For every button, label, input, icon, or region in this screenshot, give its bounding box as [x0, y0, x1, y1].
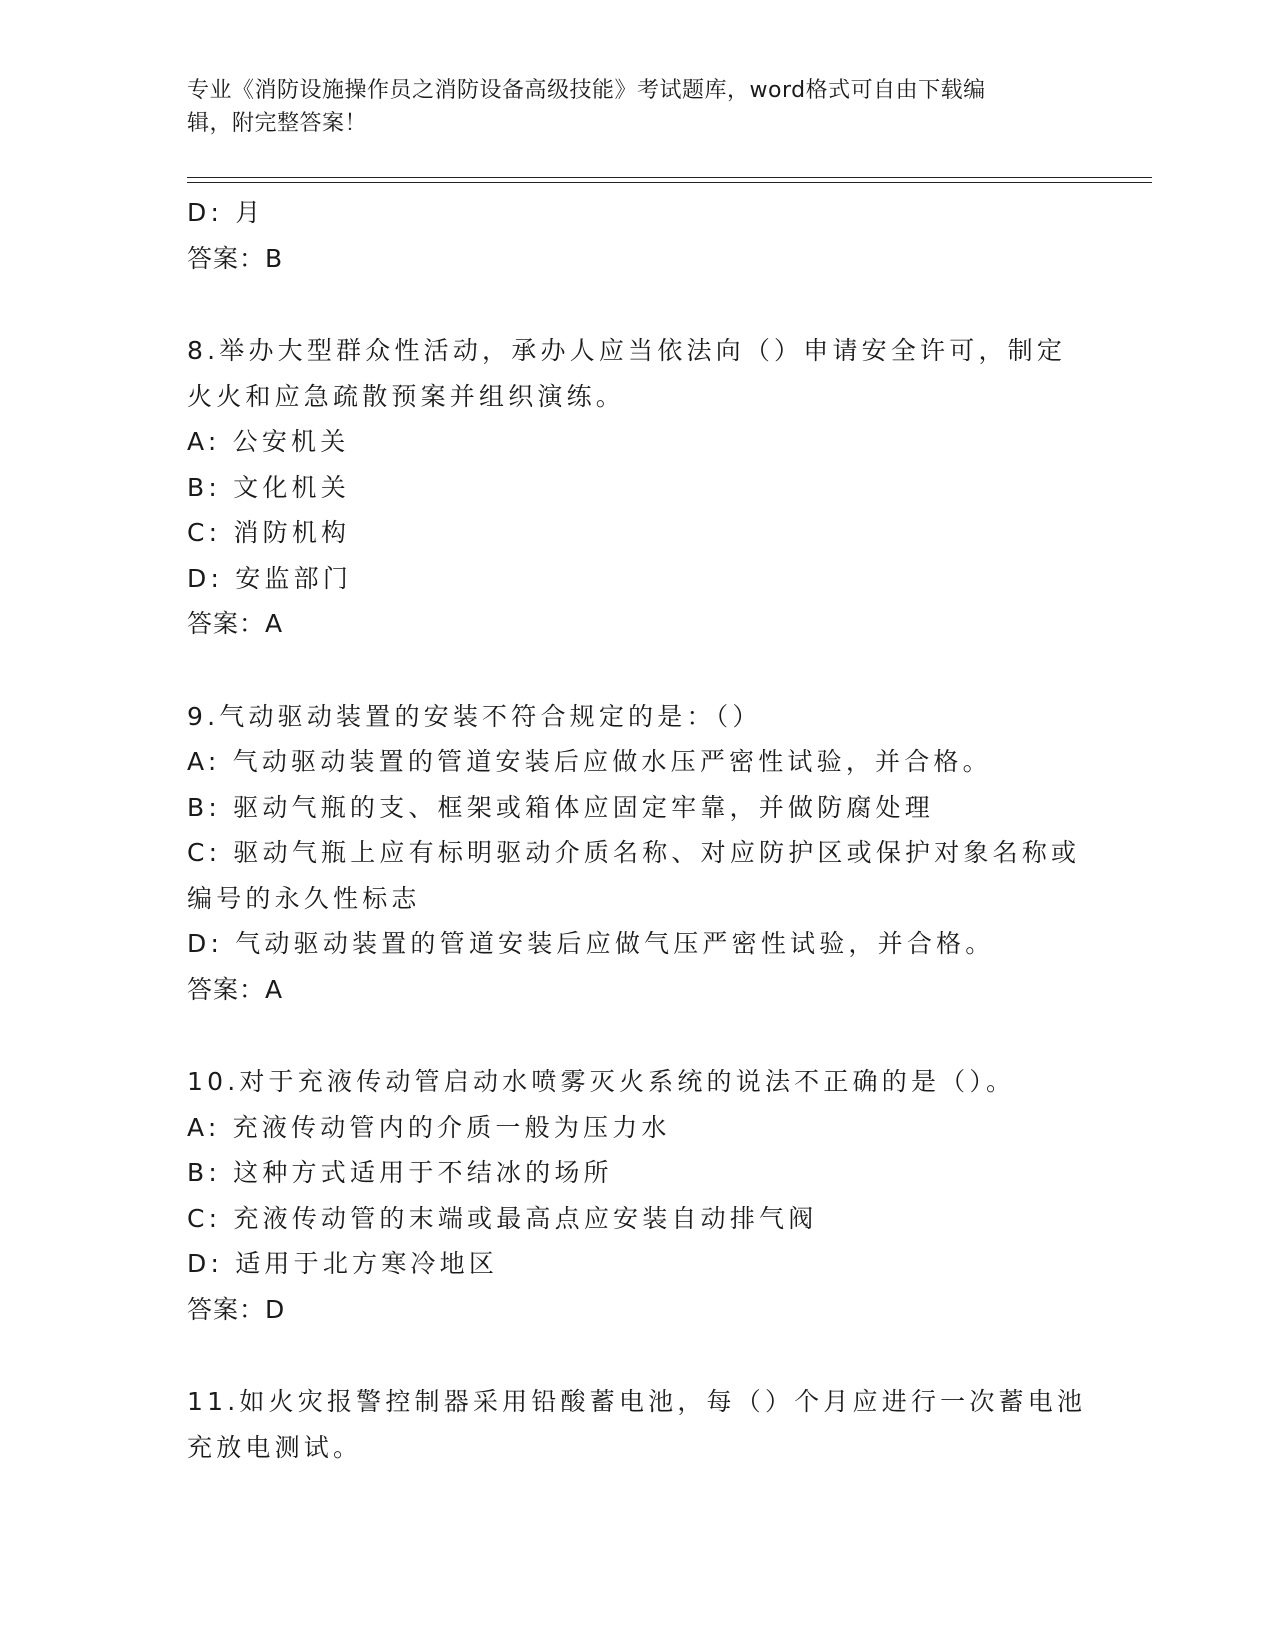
question-text-line: 充放电测试。	[187, 1432, 363, 1462]
header-divider-top	[187, 177, 1152, 178]
answer-line: 答案：A	[187, 974, 284, 1004]
question-text	[187, 328, 1087, 419]
option-c-continued: 编号的永久性标志	[187, 883, 421, 913]
answer-line: 答案：A	[187, 609, 284, 638]
option-d: D: 安监部门	[187, 563, 353, 593]
question-text-line: 10.对于充液传动管启动水喷雾灭火系统的说法不正确的是（）。	[187, 1067, 1016, 1096]
answer-line: 答案：D	[187, 1294, 286, 1324]
question-text	[187, 694, 1087, 740]
answer-line: 答案：B	[187, 243, 284, 273]
question-text-line: 9.气动驱动装置的安装不符合规定的是：（）	[187, 701, 762, 731]
option-c: C: 充液传动管的末端或最高点应安装自动排气阀	[187, 1203, 818, 1233]
spacer	[187, 281, 1087, 328]
previous-question	[187, 190, 1087, 281]
spacer	[187, 1012, 1087, 1059]
question-text	[187, 1059, 1087, 1105]
header-divider-bottom	[187, 182, 1152, 183]
option-b: B: 文化机关	[187, 472, 350, 502]
option-b: B: 驱动气瓶的支、框架或箱体应固定牢靠，并做防腐处理	[187, 792, 934, 822]
question-text	[187, 1379, 1087, 1470]
question-11	[187, 1379, 1087, 1470]
spacer	[187, 1332, 1087, 1379]
question-text-line: 11.如火灾报警控制器采用铅酸蓄电池，每（）个月应进行一次蓄电池	[187, 1387, 1087, 1416]
spacer	[187, 647, 1087, 694]
question-10	[187, 1059, 1087, 1332]
option-d: D: 气动驱动装置的管道安装后应做气压严密性试验，并合格。	[187, 929, 995, 958]
header-line-1: 专业《消防设施操作员之消防设备高级技能》考试题库，word格式可自由下载编	[187, 78, 986, 103]
question-list	[187, 190, 1087, 1470]
question-text-line: 8.举办大型群众性活动，承办人应当依法向（）申请安全许可，制定	[187, 336, 1067, 365]
header-line-2: 辑，附完整答案！	[187, 111, 368, 136]
document-header	[187, 74, 1067, 140]
option-d: D: 适用于北方寒冷地区	[187, 1249, 499, 1278]
question-8	[187, 328, 1087, 647]
option-a: A: 气动驱动装置的管道安装后应做水压严密性试验，并合格。	[187, 747, 992, 776]
option-a: A: 充液传动管内的介质一般为压力水	[187, 1112, 671, 1142]
option-b: B: 这种方式适用于不结冰的场所	[187, 1158, 613, 1187]
option-c: C: 驱动气瓶上应有标明驱动介质名称、对应防护区或保护对象名称或	[187, 838, 1081, 867]
option-a: A: 公安机关	[187, 427, 350, 456]
question-9	[187, 694, 1087, 1013]
question-text-line: 火火和应急疏散预案并组织演练。	[187, 381, 626, 411]
option-c: C: 消防机构	[187, 518, 351, 547]
option-d: D: 月	[187, 198, 265, 227]
